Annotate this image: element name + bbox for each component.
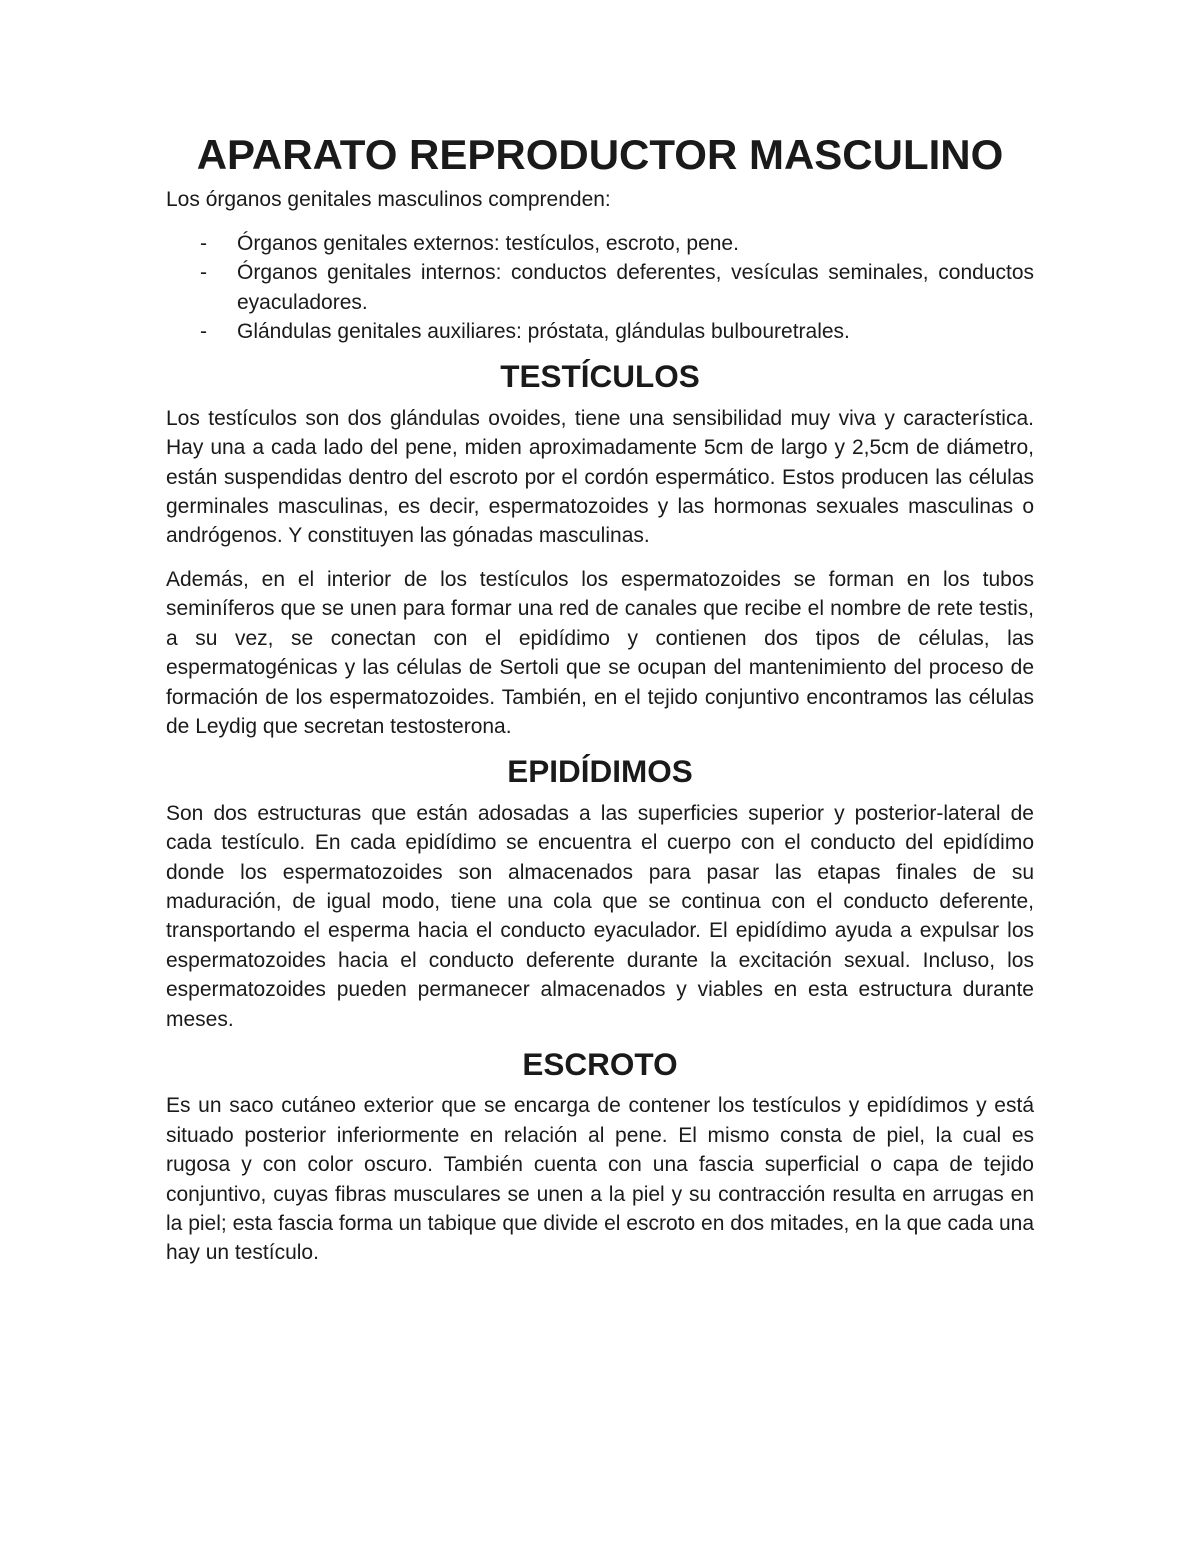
document-title: APARATO REPRODUCTOR MASCULINO xyxy=(196,131,1004,178)
list-marker: - xyxy=(200,320,207,344)
document-page xyxy=(166,131,1034,1268)
list-item xyxy=(166,317,1034,346)
paragraph: Son dos estructuras que están adosadas a las superficies superior y posterior-lateral de cada testículo. En cada epidídimo se encuentra el cuerpo con el conducto del epidídimo donde los espermatozoides son almacenados para pasar las etapas finales de su maduración, de igual modo, tiene una cola que se continua con el conducto deferente, transportando el esperma hacia el conducto eyaculador. El epidídimo ayuda a expulsar los espermatozoides hacia el conducto deferente durante la excitación sexual. Incluso, los espermatozoides pueden permanecer almacenados y viables en esta estructura durante meses. xyxy=(166,801,1034,1031)
section-heading: TESTÍCULOS xyxy=(500,358,700,395)
paragraph: Es un saco cutáneo exterior que se encarga de contener los testículos y epidídimos y está situado posterior inferiormente en relación al pene. El mismo consta de piel, la cual es rugosa y con color oscuro. También cuenta con una fascia superficial o capa de tejido conjuntivo, cuyas fibras musculares se unen a la piel y su contracción resulta en arrugas en la piel; esta fascia forma un tabique que divide el escroto en dos mitades, en la que cada una hay un testículo. xyxy=(166,1094,1034,1265)
list-item xyxy=(166,258,1034,317)
organ-list xyxy=(166,229,1034,347)
section-testiculos xyxy=(166,358,1034,741)
list-item-text: Órganos genitales internos: conductos deferentes, vesículas seminales, conductos eyaculadores. xyxy=(237,261,1034,314)
intro-text: Los órganos genitales masculinos comprenden: xyxy=(166,188,611,212)
list-item-text: Glándulas genitales auxiliares: próstata, glándulas bulbouretrales. xyxy=(237,320,850,344)
list-item-text: Órganos genitales externos: testículos, escroto, pene. xyxy=(237,231,739,255)
section-heading: ESCROTO xyxy=(522,1045,678,1082)
list-marker: - xyxy=(200,261,207,285)
paragraph: Los testículos son dos glándulas ovoides, tiene una sensibilidad muy viva y característica. Hay una a cada lado del pene, miden aproximadamente 5cm de largo y 2,5cm de diámetro, están suspendidas dentro del escroto por el cordón espermático. Estos producen las células germinales masculinas, es decir, espermatozoides y las hormonas sexuales masculinas o andrógenos. Y constituyen las gónadas masculinas. xyxy=(166,406,1034,548)
list-marker: - xyxy=(200,231,207,255)
section-escroto xyxy=(166,1045,1034,1268)
list-item xyxy=(166,229,1034,258)
section-heading: EPIDÍDIMOS xyxy=(507,753,693,790)
paragraph: Además, en el interior de los testículos los espermatozoides se forman en los tubos seminíferos que se unen para formar una red de canales que recibe el nombre de rete testis, a su vez, se conectan con el epidídimo y contienen dos tipos de células, las espermatogénicas y las células de Sertoli que se ocupan del mantenimiento del proceso de formación de los espermatozoides. También, en el tejido conjuntivo encontramos las células de Leydig que secretan testosterona. xyxy=(166,567,1034,738)
section-epididimos xyxy=(166,753,1034,1034)
